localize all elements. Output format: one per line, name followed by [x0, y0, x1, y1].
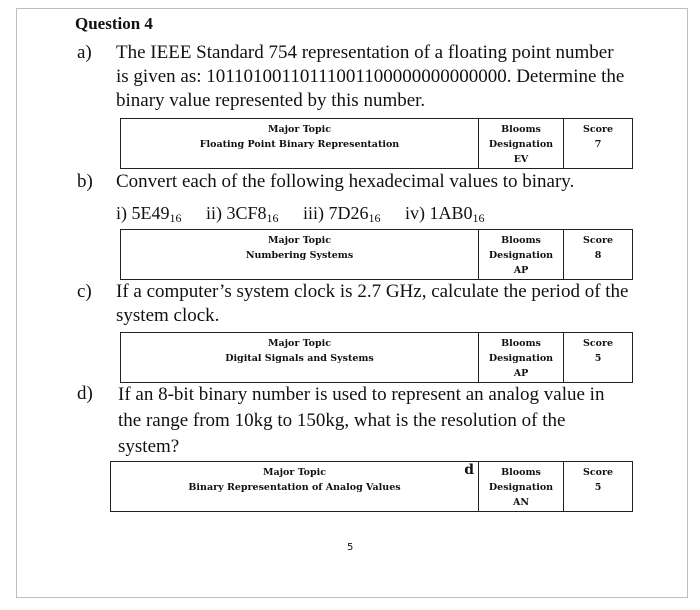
blooms-sub: Designation — [488, 139, 554, 150]
score-value: 5 — [594, 353, 602, 364]
topic-cell — [121, 230, 479, 280]
part-d-line-3: system? — [118, 436, 180, 457]
part-c-topic-table — [120, 332, 633, 383]
score-value: 5 — [594, 482, 602, 493]
part-c-line-2: system clock. — [116, 305, 220, 326]
topic-value: Floating Point Binary Representation — [199, 139, 400, 150]
topic-cell — [111, 462, 479, 512]
topic-header: Major Topic — [267, 124, 332, 135]
page-number: 5 — [347, 542, 354, 553]
blooms-value: AP — [513, 265, 529, 276]
hex-item: i) $5E49_{16}$ — [116, 203, 182, 225]
topic-header: Major Topic — [262, 467, 327, 478]
blooms-value: EV — [513, 154, 529, 165]
topic-cell — [121, 119, 479, 169]
part-a-label: a) — [77, 42, 92, 63]
blooms-cell — [479, 333, 564, 383]
hex-item: ii) $3CF8_{16}$ — [206, 203, 279, 225]
part-a-line-2: is given as: 10110100110111001100000000000000. Determine the — [116, 66, 625, 87]
score-cell — [564, 119, 633, 169]
part-c-line-1: If a computer’s system clock is 2.7 GHz, calculate the period of the — [116, 281, 629, 302]
blooms-cell — [479, 119, 564, 169]
score-header: Score — [582, 467, 614, 478]
blooms-cell — [479, 230, 564, 280]
blooms-header: Blooms — [501, 338, 541, 349]
topic-cell — [121, 333, 479, 383]
part-b-label: b) — [77, 171, 93, 192]
blooms-header: Blooms — [501, 124, 541, 135]
part-d-topic-table — [110, 461, 633, 512]
score-cell — [564, 230, 633, 280]
hex-item: iii) $7D26_{16}$ — [303, 203, 381, 225]
blooms-cell — [479, 462, 564, 512]
blooms-sub: Designation — [488, 482, 554, 493]
score-header: Score — [582, 338, 614, 349]
score-header: Score — [582, 124, 614, 135]
part-d-line-1: If an 8-bit binary number is used to represent an analog value in — [118, 384, 605, 405]
blooms-header: Blooms — [501, 467, 541, 478]
part-a-line-1: The IEEE Standard 754 representation of a floating point number — [116, 42, 614, 63]
score-cell — [564, 462, 633, 512]
part-a-text — [116, 41, 624, 113]
blooms-value: AP — [513, 368, 529, 379]
blooms-sub: Designation — [488, 353, 554, 364]
score-value: 7 — [594, 139, 602, 150]
part-d-line-2: the range from 10kg to 150kg, what is the resolution of the — [118, 410, 566, 431]
blooms-sub: Designation — [488, 250, 554, 261]
score-header: Score — [582, 235, 614, 246]
topic-header: Major Topic — [267, 338, 332, 349]
score-cell — [564, 333, 633, 383]
part-d-label: d) — [77, 383, 93, 404]
part-a-line-3: binary value represented by this number. — [116, 90, 426, 111]
topic-value: Digital Signals and Systems — [225, 353, 374, 364]
hex-values-row — [116, 201, 505, 230]
part-c-label: c) — [77, 281, 92, 302]
topic-value: Binary Representation of Analog Values — [188, 482, 401, 493]
mark-d: d — [464, 462, 474, 478]
question-title: Question 4 — [75, 14, 153, 33]
topic-header: Major Topic — [267, 235, 332, 246]
part-d-text — [118, 382, 604, 460]
hex-item: iv) $1AB0_{16}$ — [405, 203, 485, 225]
part-a-topic-table — [120, 118, 633, 169]
part-b-text: Convert each of the following hexadecimal values to binary. — [116, 171, 575, 192]
score-value: 8 — [594, 250, 602, 261]
topic-value: Numbering Systems — [245, 250, 354, 261]
part-c-text — [116, 280, 628, 328]
blooms-value: AN — [512, 497, 530, 508]
blooms-header: Blooms — [501, 235, 541, 246]
part-b-topic-table — [120, 229, 633, 280]
